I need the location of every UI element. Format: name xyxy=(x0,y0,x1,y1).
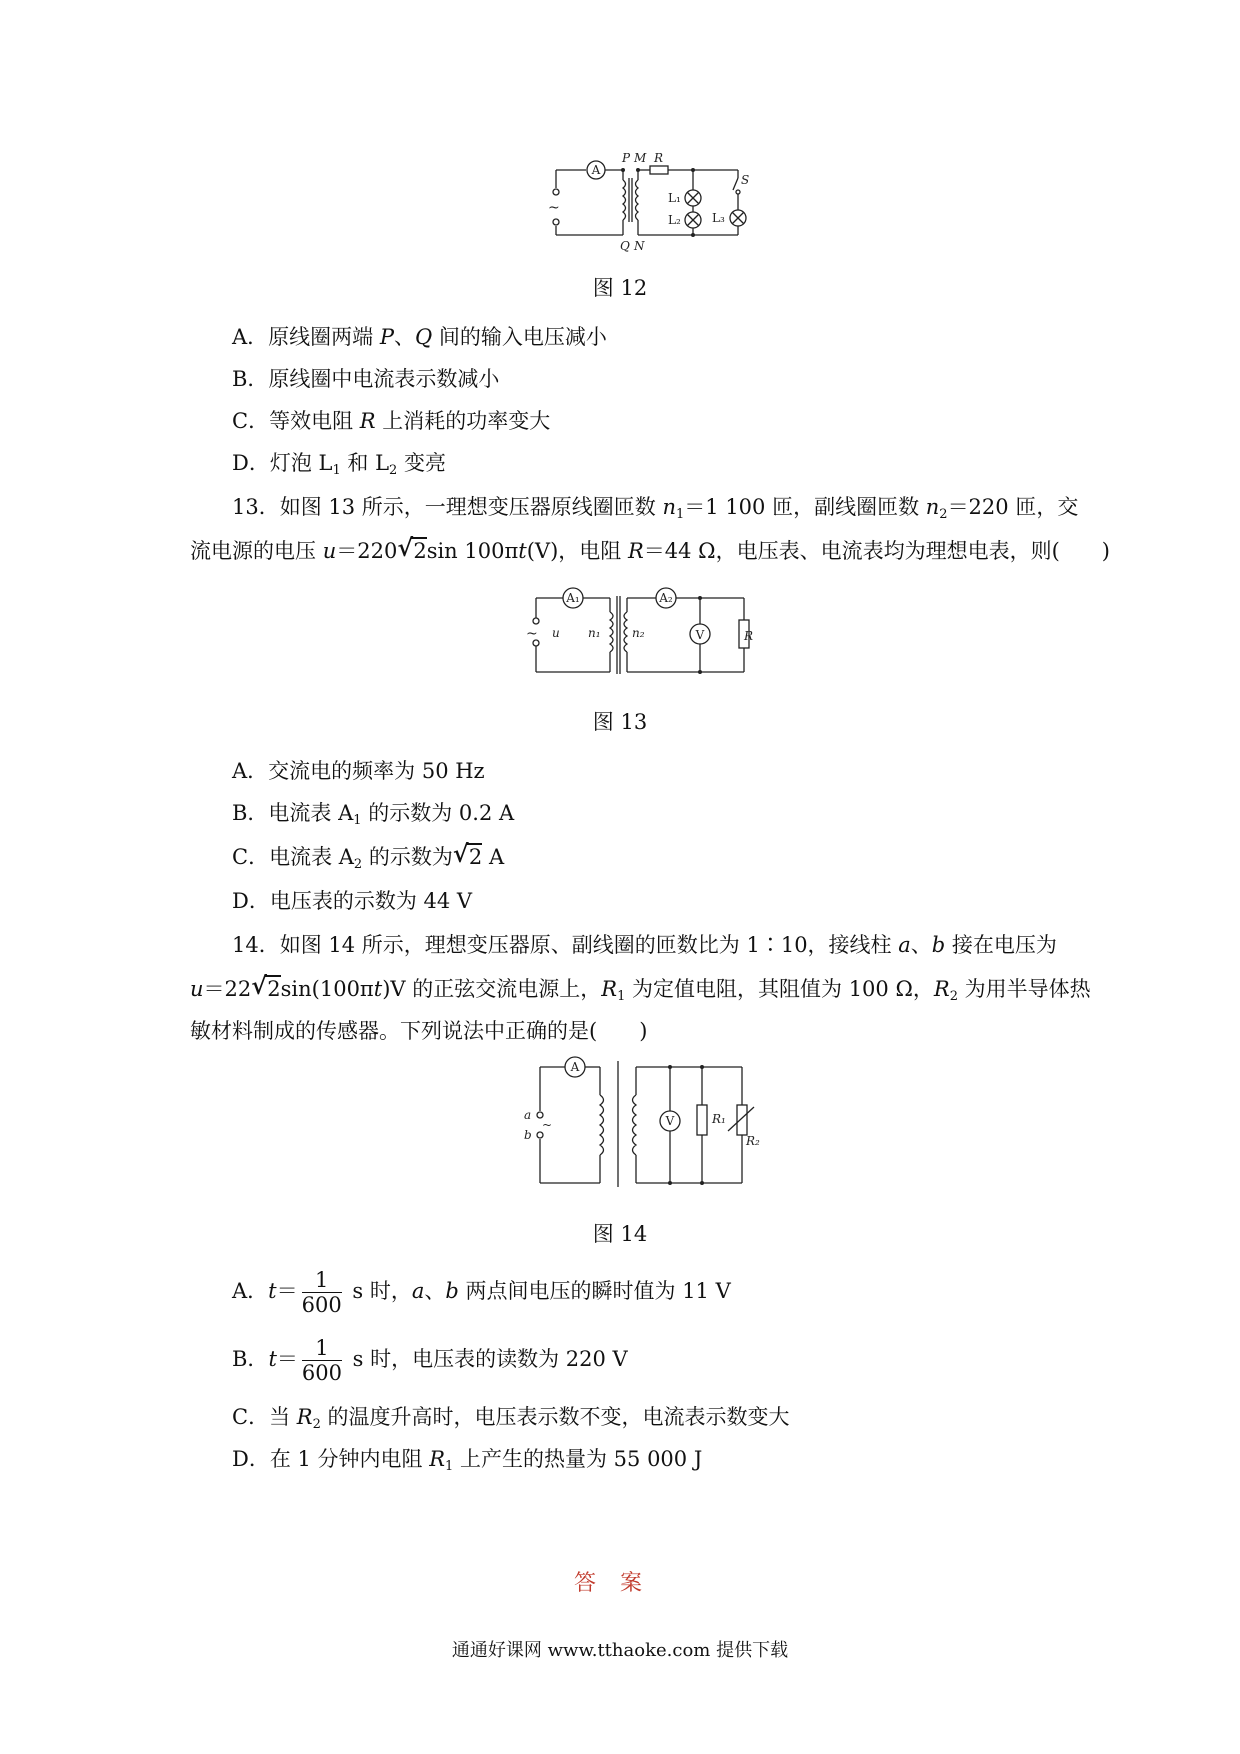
text: )V 的正弦交流电源上， xyxy=(382,977,602,1001)
subscript: 2 xyxy=(353,857,363,872)
var-t: t xyxy=(268,1347,277,1371)
var-R: R xyxy=(296,1405,313,1429)
text: ＝220 匝，交 xyxy=(947,495,1079,519)
resistor-r-label: R xyxy=(743,629,753,643)
label-L2: L₂ xyxy=(668,213,681,227)
var-a: a xyxy=(411,1279,425,1303)
voltmeter-v-label: V xyxy=(695,628,705,642)
label-L3: L₃ xyxy=(712,211,725,225)
text: 上消耗的功率变大 xyxy=(375,409,551,433)
terminal-a-label: a xyxy=(524,1108,532,1122)
var-R: R xyxy=(627,539,644,563)
text: sin 100π xyxy=(426,539,519,563)
ac-source-symbol: ~ xyxy=(548,200,560,216)
text: s 时，电压表的读数为 220 V xyxy=(345,1347,628,1371)
subscript: 1 xyxy=(445,1459,454,1474)
voltmeter-v-label: V xyxy=(665,1114,675,1128)
radicand: 2 xyxy=(468,845,483,869)
var-b: b xyxy=(445,1279,459,1303)
text: B． xyxy=(232,1347,269,1371)
n1-label: n₁ xyxy=(588,626,601,640)
var-t: t xyxy=(373,977,383,1001)
figure-14-caption: 图 14 xyxy=(592,1222,648,1246)
r2-label: R₂ xyxy=(746,1134,760,1148)
q13-option-c xyxy=(232,842,504,880)
var-Q: Q xyxy=(414,325,433,349)
q12-option-b: B．原线圈中电流表示数减小 xyxy=(232,367,500,391)
var-R: R xyxy=(933,977,950,1001)
figure-12-circuit xyxy=(548,150,748,260)
q13-stem-line1 xyxy=(232,492,1078,530)
answer-heading: 答案 xyxy=(573,1571,666,1596)
var-n: n xyxy=(925,495,940,519)
numerator: 1 xyxy=(302,1336,342,1361)
text: 为定值电阻，其阻值为 100 Ω， xyxy=(625,977,934,1001)
text: 间的输入电压减小 xyxy=(432,325,607,349)
text: sin(100π xyxy=(280,977,374,1001)
var-b: b xyxy=(931,933,946,957)
q12-option-d xyxy=(232,448,446,486)
q13-option-a: A．交流电的频率为 50 Hz xyxy=(232,759,485,783)
q14-option-a xyxy=(232,1266,731,1317)
fraction xyxy=(302,1268,342,1317)
text: D．灯泡 L xyxy=(232,451,333,475)
var-u: u xyxy=(190,977,204,1001)
radicand: 2 xyxy=(413,539,427,563)
denominator: 600 xyxy=(301,1361,342,1385)
ammeter-a2-label: A₂ xyxy=(659,591,673,605)
numerator: 1 xyxy=(302,1268,342,1293)
q12-option-a xyxy=(232,322,607,352)
subscript: 2 xyxy=(939,507,948,522)
text: C．当 xyxy=(232,1405,297,1429)
ammeter-a-label: A xyxy=(570,1060,580,1074)
q14-option-d xyxy=(232,1444,702,1482)
ac-source-symbol: ~ xyxy=(526,626,538,642)
q13-option-d: D．电压表的示数为 44 V xyxy=(232,889,473,913)
var-u: u xyxy=(322,539,337,563)
ammeter-a1-label: A₁ xyxy=(566,591,580,605)
label-N: N xyxy=(634,239,645,253)
text: ＝22 xyxy=(203,977,252,1001)
text: 14．如图 14 所示，理想变压器原、副线圈的匝数比为 1∶10，接线柱 xyxy=(232,933,899,957)
text: 13．如图 13 所示，一理想变压器原线圈匝数 xyxy=(232,495,663,519)
q14-stem-line2 xyxy=(190,974,1091,1012)
text: 变亮 xyxy=(397,451,447,475)
denominator: 600 xyxy=(301,1293,342,1317)
label-S: S xyxy=(741,173,750,187)
r1-label: R₁ xyxy=(712,1112,726,1126)
text: A．原线圈两端 xyxy=(232,325,380,349)
var-t: t xyxy=(518,539,527,563)
text: 为用半导体热 xyxy=(957,977,1091,1001)
q14-option-b xyxy=(232,1334,628,1385)
text: ＝220 xyxy=(336,539,398,563)
q12-option-c xyxy=(232,406,550,436)
text: 和 L xyxy=(340,451,390,475)
text: 、 xyxy=(910,933,932,957)
sqrt-symbol xyxy=(251,974,280,1004)
ac-source-symbol: ~ xyxy=(542,1118,553,1132)
n2-label: n₂ xyxy=(632,626,645,640)
subscript: 1 xyxy=(353,813,362,828)
text: ＝ xyxy=(276,1279,298,1303)
label-P: P xyxy=(622,151,631,165)
sqrt-symbol xyxy=(397,536,426,566)
figure-14-svg xyxy=(520,1055,760,1191)
subscript: 2 xyxy=(389,463,398,478)
figure-12-caption: 图 12 xyxy=(592,276,648,300)
text: A xyxy=(482,845,505,869)
text: ＝1 100 匝，副线圈匝数 xyxy=(684,495,926,519)
text: 两点间电压的瞬时值为 11 V xyxy=(458,1279,731,1303)
fraction xyxy=(302,1336,342,1385)
text: 接在电压为 xyxy=(945,933,1057,957)
text: A． xyxy=(232,1279,269,1303)
text: 的示数为 xyxy=(362,845,453,869)
text: s 时， xyxy=(345,1279,412,1303)
var-R: R xyxy=(429,1447,446,1471)
q13-stem-line2 xyxy=(190,536,1110,566)
text: C．等效电阻 xyxy=(232,409,360,433)
q14-option-c xyxy=(232,1402,790,1440)
ammeter-a-label: A xyxy=(591,163,601,177)
label-L1: L₁ xyxy=(668,191,681,205)
subscript: 1 xyxy=(332,463,341,478)
var-R: R xyxy=(601,977,618,1001)
source-u-label: u xyxy=(552,626,560,640)
text: B．电流表 A xyxy=(232,801,354,825)
text: D．在 1 分钟内电阻 xyxy=(232,1447,430,1471)
text: ＝44 Ω，电压表、电流表均为理想电表，则( ) xyxy=(643,539,1110,563)
sqrt-symbol xyxy=(453,842,482,872)
label-R: R xyxy=(654,151,664,165)
text: (V)，电阻 xyxy=(526,539,628,563)
subscript: 2 xyxy=(949,989,958,1004)
label-Q: Q xyxy=(620,239,630,253)
terminal-b-label: b xyxy=(524,1128,532,1142)
radicand: 2 xyxy=(267,977,281,1001)
label-M: M xyxy=(634,151,647,165)
var-t: t xyxy=(268,1279,277,1303)
var-P: P xyxy=(379,325,394,349)
q13-option-b xyxy=(232,798,514,836)
text: ＝ xyxy=(276,1347,298,1371)
figure-13-circuit xyxy=(528,582,758,678)
figure-12-svg xyxy=(548,150,748,260)
subscript: 2 xyxy=(312,1417,321,1432)
subscript: 1 xyxy=(617,989,626,1004)
text: 、 xyxy=(424,1279,446,1303)
figure-14-circuit xyxy=(520,1055,760,1191)
text: C．电流表 A xyxy=(232,845,354,869)
var-R: R xyxy=(359,409,376,433)
footer-source: 通通好课网 www.tthaoke.com 提供下载 xyxy=(451,1640,789,1661)
q14-stem-line1 xyxy=(232,930,1057,960)
var-a: a xyxy=(898,933,911,957)
subscript: 1 xyxy=(676,507,685,522)
text: 的温度升高时，电压表示数不变，电流表示数变大 xyxy=(320,1405,790,1429)
text: 流电源的电压 xyxy=(190,539,323,563)
text: 上产生的热量为 55 000 J xyxy=(453,1447,703,1471)
figure-13-svg xyxy=(528,582,758,678)
text: 、 xyxy=(393,325,415,349)
text: 的示数为 0.2 A xyxy=(361,801,515,825)
var-n: n xyxy=(662,495,676,519)
figure-13-caption: 图 13 xyxy=(592,710,648,734)
q14-stem-line3: 敏材料制成的传感器。下列说法中正确的是( ) xyxy=(190,1019,648,1043)
